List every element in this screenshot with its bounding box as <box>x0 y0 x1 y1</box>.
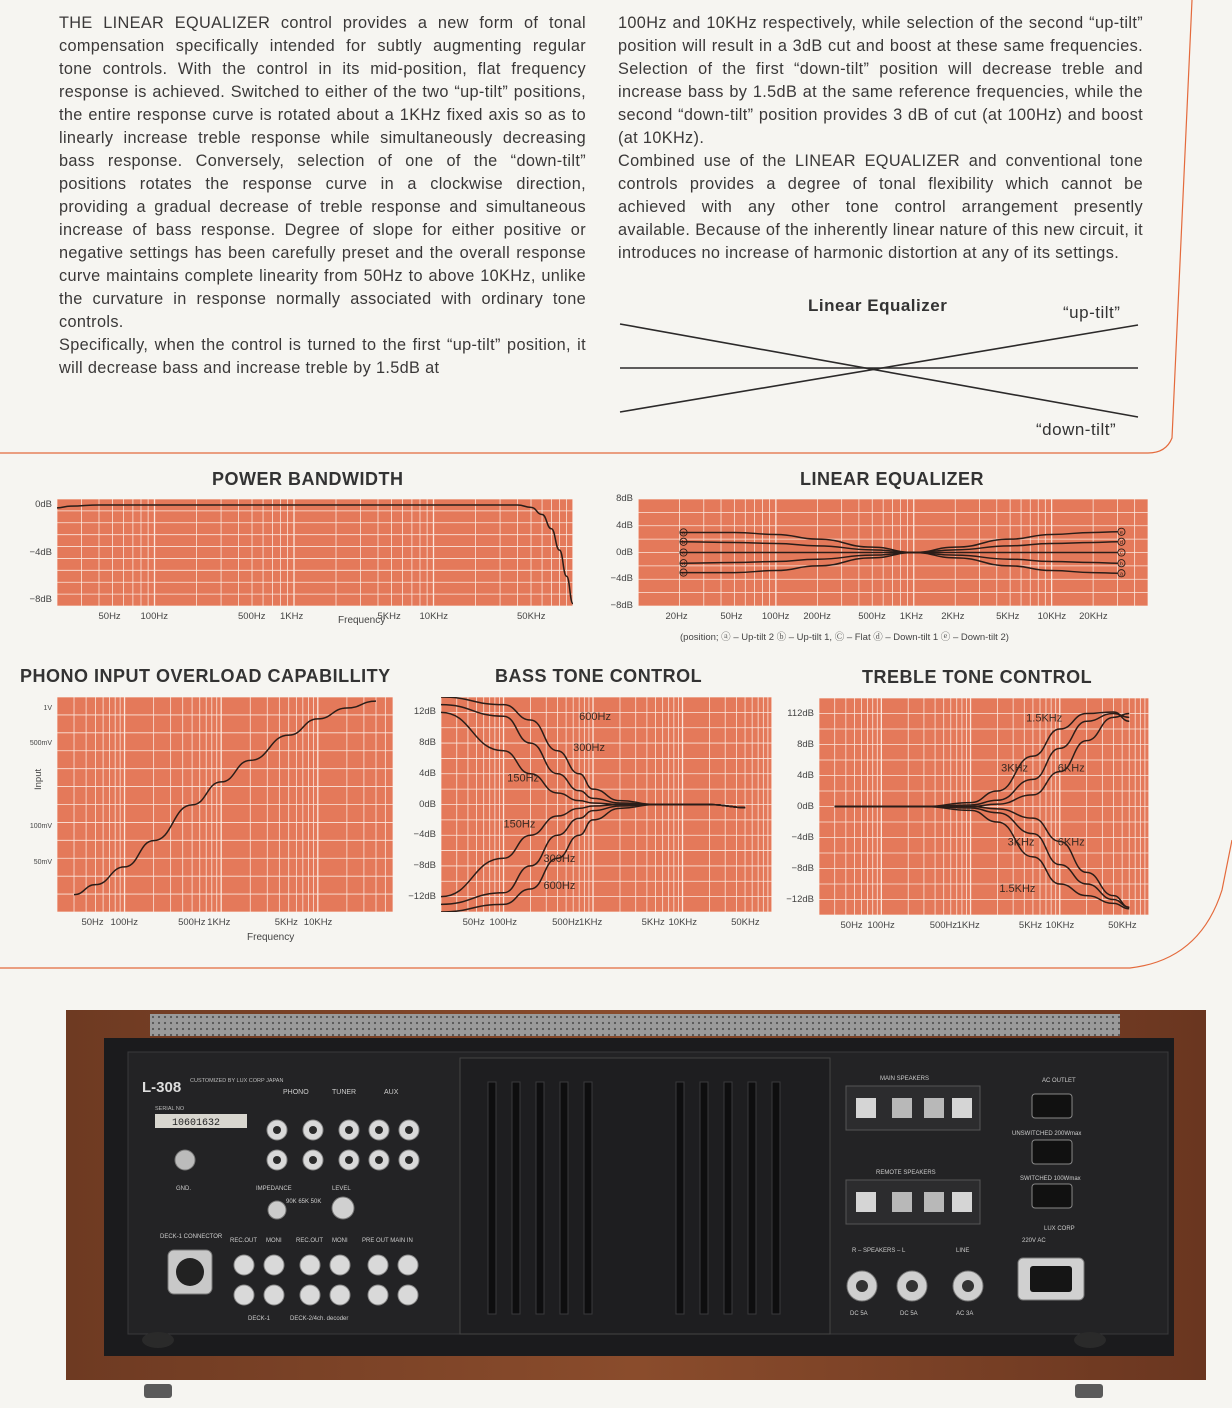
left-text-column <box>59 12 586 380</box>
level-knob[interactable] <box>332 1197 354 1219</box>
position-marker-label: e <box>681 570 686 577</box>
power-bandwidth-chart <box>57 499 573 606</box>
x-tick-label: 20KHz <box>1079 611 1108 622</box>
paragraph: Combined use of the LINEAR EQUALIZER and conventional tone controls provides a degree of tonal flexibility which cannot be achieved with any other tone control arrangement presently available. Because of the inherently linear nature of this new circuit, it introduces no increase of harmonic distortion at any of its settings. <box>618 152 1143 262</box>
x-tick-label: 100Hz <box>140 611 168 622</box>
pre-main-label: PRE OUT MAIN IN <box>362 1238 413 1244</box>
y-tick-label: 12dB <box>413 706 436 718</box>
foot <box>1074 1332 1106 1348</box>
series-label: 1.5KHz <box>1026 712 1063 725</box>
x-tick-label: 10KHz <box>1045 920 1075 931</box>
x-tick-label: 50Hz <box>462 917 485 928</box>
remote-speakers-label: REMOTE SPEAKERS <box>876 1170 936 1176</box>
aux-label: AUX <box>384 1089 399 1096</box>
tilt-lines <box>615 315 1145 420</box>
tuner-label: TUNER <box>332 1089 357 1096</box>
y-tick-label: −4dB <box>610 573 633 585</box>
voltage-label: 220V AC <box>1022 1238 1046 1244</box>
y-tick-label: −12dB <box>408 890 436 902</box>
x-tick-label: 100Hz <box>110 917 138 928</box>
dc5a-label: DC 5A <box>900 1311 918 1317</box>
series-line <box>74 701 376 895</box>
y-tick-label: 500mV <box>29 740 52 748</box>
position-marker-label: b <box>681 540 686 546</box>
series-label: 150Hz <box>507 772 540 785</box>
series-label: 6KHz <box>1057 836 1085 849</box>
y-tick-label: 0dB <box>797 800 814 812</box>
paragraph: 100Hz and 10KHz respectively, while selection of the second “up-tilt” position will result in a 3dB cut and boost at these same frequencies. Selection of the first “down-tilt” position will decrease treble and increase bass by 1.5dB at the same reference frequencies, while the second “down-tilt” position provides 3 dB of cut (at 100Hz) and boost (at 10KHz). <box>618 14 1143 147</box>
deck-connector-label: DECK-1 CONNECTOR <box>160 1234 223 1240</box>
x-tick-label: 1KHz <box>207 917 231 928</box>
bass-plot <box>441 697 772 912</box>
x-tick-label: 200Hz <box>803 611 831 622</box>
y-tick-label: 100mV <box>29 823 52 831</box>
phono-label: PHONO <box>283 1089 309 1096</box>
x-tick-label: 100Hz <box>867 920 895 931</box>
y-tick-label: −8dB <box>413 859 436 871</box>
y-tick-label: 0dB <box>35 498 52 510</box>
din-socket <box>176 1258 204 1286</box>
position-marker-label: c <box>1120 550 1123 557</box>
position-marker-label: d <box>1119 540 1123 546</box>
bass-tone-chart <box>441 697 772 912</box>
y-tick-label: −12dB <box>786 893 814 905</box>
series-label: 3KHz <box>1001 762 1029 775</box>
x-tick-label: 20Hz <box>665 611 688 622</box>
y-tick-label: 4dB <box>616 519 633 531</box>
x-tick-label: 50KHz <box>517 611 546 622</box>
series-line <box>57 505 573 604</box>
series-label: 300Hz <box>573 741 605 754</box>
x-tick-label: 100Hz <box>489 917 518 928</box>
model-label: L-308 <box>142 1079 182 1096</box>
x-tick-label: 50KHz <box>1108 920 1137 931</box>
x-tick-label: 10KHz <box>668 917 698 928</box>
series-label: 150Hz <box>503 818 536 831</box>
y-tick-label: −8dB <box>29 594 52 606</box>
y-tick-label: 50mV <box>33 858 52 866</box>
level-label: LEVEL <box>332 1186 351 1192</box>
series-label: 1.5KHz <box>999 882 1036 895</box>
lux-label: LUX CORP <box>1044 1226 1075 1232</box>
right-text-column <box>618 12 1143 265</box>
series-label: 3KHz <box>1007 836 1035 849</box>
position-marker-label: d <box>681 561 686 568</box>
x-tick-label: 5KHz <box>996 611 1020 622</box>
moni-label: MONI <box>266 1238 282 1244</box>
x-tick-label: 500Hz <box>858 611 886 622</box>
y-tick-label: −4dB <box>413 829 436 841</box>
brand-label: CUSTOMIZED BY LUX CORP JAPAN <box>190 1078 284 1084</box>
y-tick-label: 4dB <box>419 767 436 779</box>
perforated-strip <box>150 1014 1120 1036</box>
position-marker-label: b <box>1119 561 1123 568</box>
gnd-terminal[interactable] <box>175 1150 195 1170</box>
position-marker-label: a <box>1119 571 1123 578</box>
gnd-label: GND. <box>176 1186 191 1192</box>
moni-label: MONI <box>332 1238 348 1244</box>
chart-title-treble: TREBLE TONE CONTROL <box>862 667 1093 687</box>
linear-equalizer-chart <box>638 499 1148 606</box>
x-tick-label: 10KHz <box>419 611 449 622</box>
grid <box>57 499 573 606</box>
x-tick-label: 5KHz <box>641 917 665 928</box>
power-plot <box>57 499 573 606</box>
series-line <box>835 712 1129 807</box>
position-marker-label: a <box>681 530 686 537</box>
series-label: 6KHz <box>1057 762 1085 775</box>
treble-plot <box>819 698 1149 915</box>
x-tick-label: 50Hz <box>840 920 863 931</box>
phono-plot <box>57 697 393 912</box>
y-tick-label: −8dB <box>610 600 633 611</box>
x-tick-label: 5KHz <box>1018 920 1043 931</box>
dc5a-label: DC 5A <box>850 1311 868 1317</box>
chart-title-power: POWER BANDWIDTH <box>212 469 404 489</box>
foot <box>144 1384 172 1398</box>
x-tick-label: 50Hz <box>98 611 121 622</box>
serial-number: 10601632 <box>172 1118 221 1129</box>
lineq-position-note: (position; ⓐ – Up-tilt 2 ⓑ – Up-tilt 1, Ⓒ – Flat ⓓ – Down-tilt 1 ⓔ – Down-tilt 2) <box>680 632 1009 643</box>
phono-ylabel: Input <box>33 768 44 790</box>
diagram-title: Linear Equalizer <box>808 296 948 315</box>
foot <box>142 1332 174 1348</box>
treble-tone-chart <box>819 698 1149 915</box>
power-inlet-socket <box>1030 1266 1072 1292</box>
serial-label: SERIAL NO <box>155 1106 185 1112</box>
series-label: 600Hz <box>579 711 611 724</box>
switched-label: SWITCHED 100Wmax <box>1020 1176 1081 1182</box>
main-speakers-label: MAIN SPEAKERS <box>880 1076 930 1082</box>
y-tick-label: 8dB <box>419 737 436 749</box>
foot <box>1075 1384 1103 1398</box>
x-tick-label: 500Hz <box>178 917 206 928</box>
deck2-label: DECK-2/4ch. decoder <box>290 1316 349 1322</box>
x-tick-label: 2KHz <box>941 611 965 622</box>
down-tilt-label: “down-tilt” <box>1036 420 1117 439</box>
x-tick-label: 10KHz <box>1037 611 1067 622</box>
ac3a-label: AC 3A <box>956 1311 974 1317</box>
impedance-label: IMPEDANCE <box>256 1186 292 1192</box>
series-label: 300Hz <box>543 853 576 866</box>
x-tick-label: 1KHz <box>956 920 980 931</box>
phono-xlabel: Frequency <box>247 932 295 943</box>
x-tick-label: 10KHz <box>303 917 333 928</box>
x-tick-label: 5KHz <box>377 611 401 622</box>
x-tick-label: 50KHz <box>731 917 760 928</box>
x-tick-label: 100Hz <box>761 611 790 622</box>
x-tick-label: 1KHz <box>280 611 304 622</box>
deck1-label: DECK-1 <box>248 1316 271 1322</box>
y-tick-label: 0dB <box>616 546 633 558</box>
x-tick-label: 500Hz <box>238 611 266 622</box>
chart-title-lineq: LINEAR EQUALIZER <box>800 469 985 489</box>
position-marker-label: c <box>682 550 685 557</box>
power-xlabel: Frequency <box>338 615 386 626</box>
impedance-switch[interactable] <box>268 1201 286 1219</box>
x-tick-label: 500Hz <box>552 917 580 928</box>
unswitched-label: UNSWITCHED 200Wmax <box>1012 1131 1082 1137</box>
x-tick-label: 5KHz <box>274 917 298 928</box>
position-marker-label: e <box>1119 529 1123 536</box>
y-tick-label: 8dB <box>797 738 814 750</box>
rec-out-label: REC.OUT <box>296 1238 323 1244</box>
y-tick-label: 1V <box>43 704 52 712</box>
y-tick-label: −4dB <box>791 831 814 843</box>
x-tick-label: 50Hz <box>81 917 104 928</box>
lineq-plot <box>638 499 1148 606</box>
y-tick-label: 8dB <box>616 493 633 504</box>
impedance-values: 90K 65K 50K <box>286 1199 322 1205</box>
chart-title-phono: PHONO INPUT OVERLOAD CAPABILLITY <box>20 666 391 686</box>
grid <box>441 697 772 912</box>
y-tick-label: −4dB <box>29 546 52 558</box>
amplifier-rear-panel <box>0 990 1232 1408</box>
chart-title-bass: BASS TONE CONTROL <box>495 666 703 686</box>
y-tick-label: 4dB <box>797 769 814 781</box>
paragraph: THE LINEAR EQUALIZER control provides a new form of tonal compensation specifically intended for subtly augmenting regular tone controls. With the control in its mid-position, flat frequency response is achieved. Switched to either of the two “up-tilt” positions, the entire response curve is rotated about a 1KHz fixed axis so as to linearly increase treble response while simultaneously decreasing bass response. Conversely, selection of one of the “down-tilt” positions rotates the response curve in a clockwise direction, providing a gradual decrease of treble response and simultaneous increase of bass response. Degree of slope for either positive or negative settings has been carefully preset and the overall response curve maintains complete linearity from 50Hz to above 10KHz, unlike the curvature in response normally associated with ordinary tone controls. <box>59 14 586 331</box>
y-tick-label: 0dB <box>419 798 436 810</box>
speaker-fuse-label: R – SPEAKERS – L <box>852 1248 906 1254</box>
x-tick-label: 1KHz <box>899 611 923 622</box>
up-tilt-label: “up-tilt” <box>1063 303 1121 322</box>
line-label: LINE <box>956 1248 970 1254</box>
y-tick-label: −8dB <box>791 862 814 874</box>
series-label: 600Hz <box>543 879 576 892</box>
x-tick-label: 500Hz <box>929 920 958 931</box>
y-tick-label: 112dB <box>787 707 814 719</box>
paragraph: Specifically, when the control is turned to the first “up-tilt” position, it will decrease bass and increase treble by 1.5dB at <box>59 336 586 377</box>
ac-outlet-label: AC OUTLET <box>1042 1078 1076 1084</box>
rec-out-label: REC.OUT <box>230 1238 257 1244</box>
ac-outlets[interactable] <box>1032 1094 1072 1208</box>
phono-overload-chart <box>57 697 393 912</box>
x-tick-label: 50Hz <box>720 611 743 622</box>
x-tick-label: 1KHz <box>579 917 603 928</box>
